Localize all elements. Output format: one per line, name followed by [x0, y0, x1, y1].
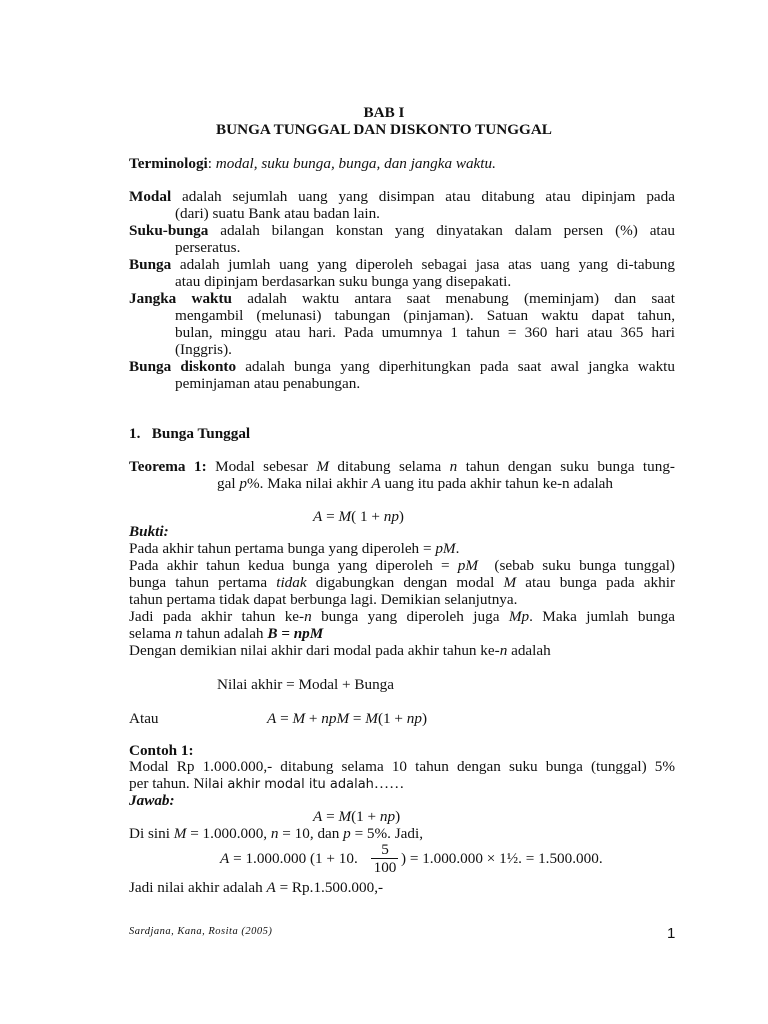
proof-emphasis: tidak: [276, 574, 307, 591]
var-A: A: [313, 508, 323, 525]
var-pM: pM: [435, 540, 456, 557]
calc-left: [220, 850, 358, 867]
var-npM: npM: [321, 710, 350, 727]
formula-text: ( 1 +: [351, 508, 384, 525]
formula-text: =: [276, 710, 293, 727]
fraction-numerator: 5: [381, 841, 389, 858]
formula-text: ): [395, 808, 401, 825]
answer-formula: [313, 808, 400, 825]
def-jangka-line3: bulan, minggu atau hari. Pada umumnya 1 tahun = 360 hari atau 365 hari: [175, 324, 675, 341]
example-line2: [129, 775, 404, 793]
theorem-text: uang itu pada akhir tahun ke-n adalah: [380, 475, 614, 492]
def-diskonto-line2: peminjaman atau penabungan.: [175, 375, 361, 392]
def-modal-line2: (dari) suatu Bank atau badan lain.: [175, 205, 380, 222]
theorem-text: %. Maka nilai akhir: [246, 475, 372, 492]
proof-text: adalah: [507, 642, 551, 659]
def-diskonto-term: Bunga diskonto: [129, 358, 237, 375]
def-sukubunga-term: Suku-bunga: [129, 222, 209, 239]
example-label: Contoh 1:: [129, 742, 194, 759]
def-modal-text1: adalah sejumlah uang yang disimpan atau ditabung atau dipinjam pada: [171, 188, 675, 205]
var-M: M: [365, 710, 378, 727]
def-bunga-line1: [129, 256, 675, 273]
terminology-text: modal, suku bunga, bunga, dan jangka waktu.: [215, 155, 496, 172]
def-bunga-line2: atau dipinjam berdasarkan suku bunga yang disepakati.: [175, 273, 512, 290]
def-modal-line1: [129, 188, 675, 205]
terminology-label: Terminologi: [129, 155, 208, 172]
atau-formula: [267, 710, 427, 727]
proof-line5: [129, 608, 675, 625]
example-ellipsis: ……: [373, 775, 405, 792]
proof-text: .: [455, 540, 460, 557]
def-diskonto-line1: [129, 358, 675, 375]
var-n: n: [304, 608, 312, 625]
terminology-line: [129, 155, 496, 172]
proof-text: . Maka jumlah bunga: [529, 608, 675, 625]
theorem-line1: [129, 458, 675, 475]
example-text: Di sini: [129, 825, 174, 842]
def-sukubunga-line2: perseratus.: [175, 239, 241, 256]
proof-text: bunga yang diperoleh juga: [311, 608, 509, 625]
def-jangka-line1: [129, 290, 675, 307]
theorem-text: tahun dengan suku bunga tung-: [457, 458, 675, 475]
example-text: per tahun. N: [129, 775, 205, 792]
def-jangka-line4: (Inggris).: [175, 341, 232, 358]
proof-text: Dengan demikian nilai akhir dari modal pada akhir tahun ke-: [129, 642, 500, 659]
conclusion-line: [129, 879, 383, 896]
example-text: = 5%. Jadi,: [350, 825, 424, 842]
formula-text: =: [349, 710, 366, 727]
formula-text: =: [322, 508, 339, 525]
theorem-text: Modal sebesar: [206, 458, 317, 475]
var-p: p: [239, 475, 247, 492]
formula-text: ): [421, 710, 428, 727]
answer-label: Jawab:: [129, 792, 175, 809]
calc-right: ) = 1.000.000 × 1½. = 1.500.000.: [401, 850, 603, 867]
var-A: A: [266, 879, 276, 896]
proof-line6: [129, 625, 323, 642]
var-A: A: [220, 850, 230, 867]
conclusion-text: Jadi nilai akhir adalah: [129, 879, 267, 896]
fraction-denominator: 100: [373, 859, 397, 876]
var-A: A: [371, 475, 381, 492]
var-B-formula: B = npM: [267, 625, 324, 642]
formula-text: ): [398, 508, 404, 525]
proof-text: tahun adalah: [182, 625, 268, 642]
proof-text: Pada akhir tahun kedua bunga yang diperoleh =: [129, 557, 458, 574]
var-n: n: [499, 642, 508, 659]
formula-text: =: [322, 808, 339, 825]
chapter-label: BAB I: [363, 104, 405, 121]
example-line1: Modal Rp 1.000.000,- ditabung selama 10 tahun dengan suku bunga (tunggal) 5%: [129, 758, 675, 775]
given-values-line: [129, 825, 423, 842]
def-sukubunga-text1: adalah bilangan konstan yang dinyatakan dalam persen (%) atau: [208, 222, 675, 239]
var-np: np: [383, 508, 399, 525]
def-modal-term: Modal: [129, 188, 172, 205]
var-M: M: [338, 508, 352, 525]
calc-text: = 1.000.000 (1 + 10.: [229, 850, 358, 867]
var-np: np: [379, 808, 396, 825]
proof-line2: [129, 557, 675, 574]
footer-author: Sardjana, Kana, Rosita (2005): [129, 926, 273, 937]
var-A: A: [313, 808, 323, 825]
proof-line3: [129, 574, 675, 591]
def-sukubunga-line1: [129, 222, 675, 239]
proof-text: atau bunga pada akhir: [516, 574, 676, 591]
def-bunga-term: Bunga: [129, 256, 172, 273]
def-jangka-line2: mengambil (melunasi) tabungan (pinjaman). Satuan waktu dapat tahun,: [175, 307, 675, 324]
proof-text: digabungkan dengan modal: [306, 574, 504, 591]
theorem-text: gal: [217, 475, 240, 492]
var-pM: pM: [457, 557, 479, 574]
proof-line7: [129, 642, 551, 659]
def-diskonto-text1: adalah bunga yang diperhitungkan pada saat awal jangka waktu: [236, 358, 675, 375]
var-n: n: [449, 458, 458, 475]
terminology-sep: :: [207, 155, 216, 172]
formula-text: (1 +: [377, 710, 407, 727]
page-number: 1: [667, 925, 676, 942]
section-heading: 1. Bunga Tunggal: [129, 425, 251, 442]
var-M: M: [503, 574, 517, 591]
proof-line1: [129, 540, 459, 557]
proof-label: Bukti:: [129, 523, 169, 540]
example-text-sans: ilai akhir modal itu adalah: [204, 777, 374, 792]
chapter-title: BUNGA TUNGGAL DAN DISKONTO TUNGGAL: [216, 121, 552, 138]
formula-text: (1 +: [351, 808, 380, 825]
def-jangka-term: Jangka waktu: [129, 290, 232, 307]
var-n: n: [270, 825, 279, 842]
formula-text: +: [305, 710, 322, 727]
theorem-formula: [313, 508, 404, 525]
example-text: = 1.000.000,: [186, 825, 271, 842]
var-M: M: [316, 458, 329, 475]
theorem-label: Teorema 1:: [129, 458, 207, 475]
conclusion-text: = Rp.1.500.000,-: [275, 879, 384, 896]
example-text: = 10, dan: [278, 825, 344, 842]
proof-text: Pada akhir tahun pertama bunga yang diperoleh =: [129, 540, 436, 557]
var-M: M: [338, 808, 352, 825]
var-M: M: [292, 710, 306, 727]
theorem-line2: [217, 475, 613, 492]
proof-text: (sebab suku bunga tunggal): [478, 557, 675, 574]
var-M: M: [173, 825, 187, 842]
proof-line4: tahun pertama tidak dapat berbunga lagi. Demikian selanjutnya.: [129, 591, 518, 608]
var-Mp: Mp: [508, 608, 530, 625]
var-np: np: [406, 710, 422, 727]
var-n: n: [174, 625, 183, 642]
def-jangka-text1: adalah waktu antara saat menabung (meminjam) dan saat: [232, 290, 676, 307]
proof-text: bunga tahun pertama: [129, 574, 277, 591]
var-A: A: [267, 710, 277, 727]
nilai-akhir-formula: Nilai akhir = Modal + Bunga: [217, 676, 394, 693]
def-bunga-text1: adalah jumlah uang yang diperoleh sebagai jasa atas uang yang di-tabung: [171, 256, 675, 273]
var-p: p: [343, 825, 351, 842]
theorem-text: ditabung selama: [328, 458, 450, 475]
proof-text: Jadi pada akhir tahun ke-: [129, 608, 305, 625]
proof-text: selama: [129, 625, 175, 642]
atau-label: Atau: [129, 710, 159, 727]
